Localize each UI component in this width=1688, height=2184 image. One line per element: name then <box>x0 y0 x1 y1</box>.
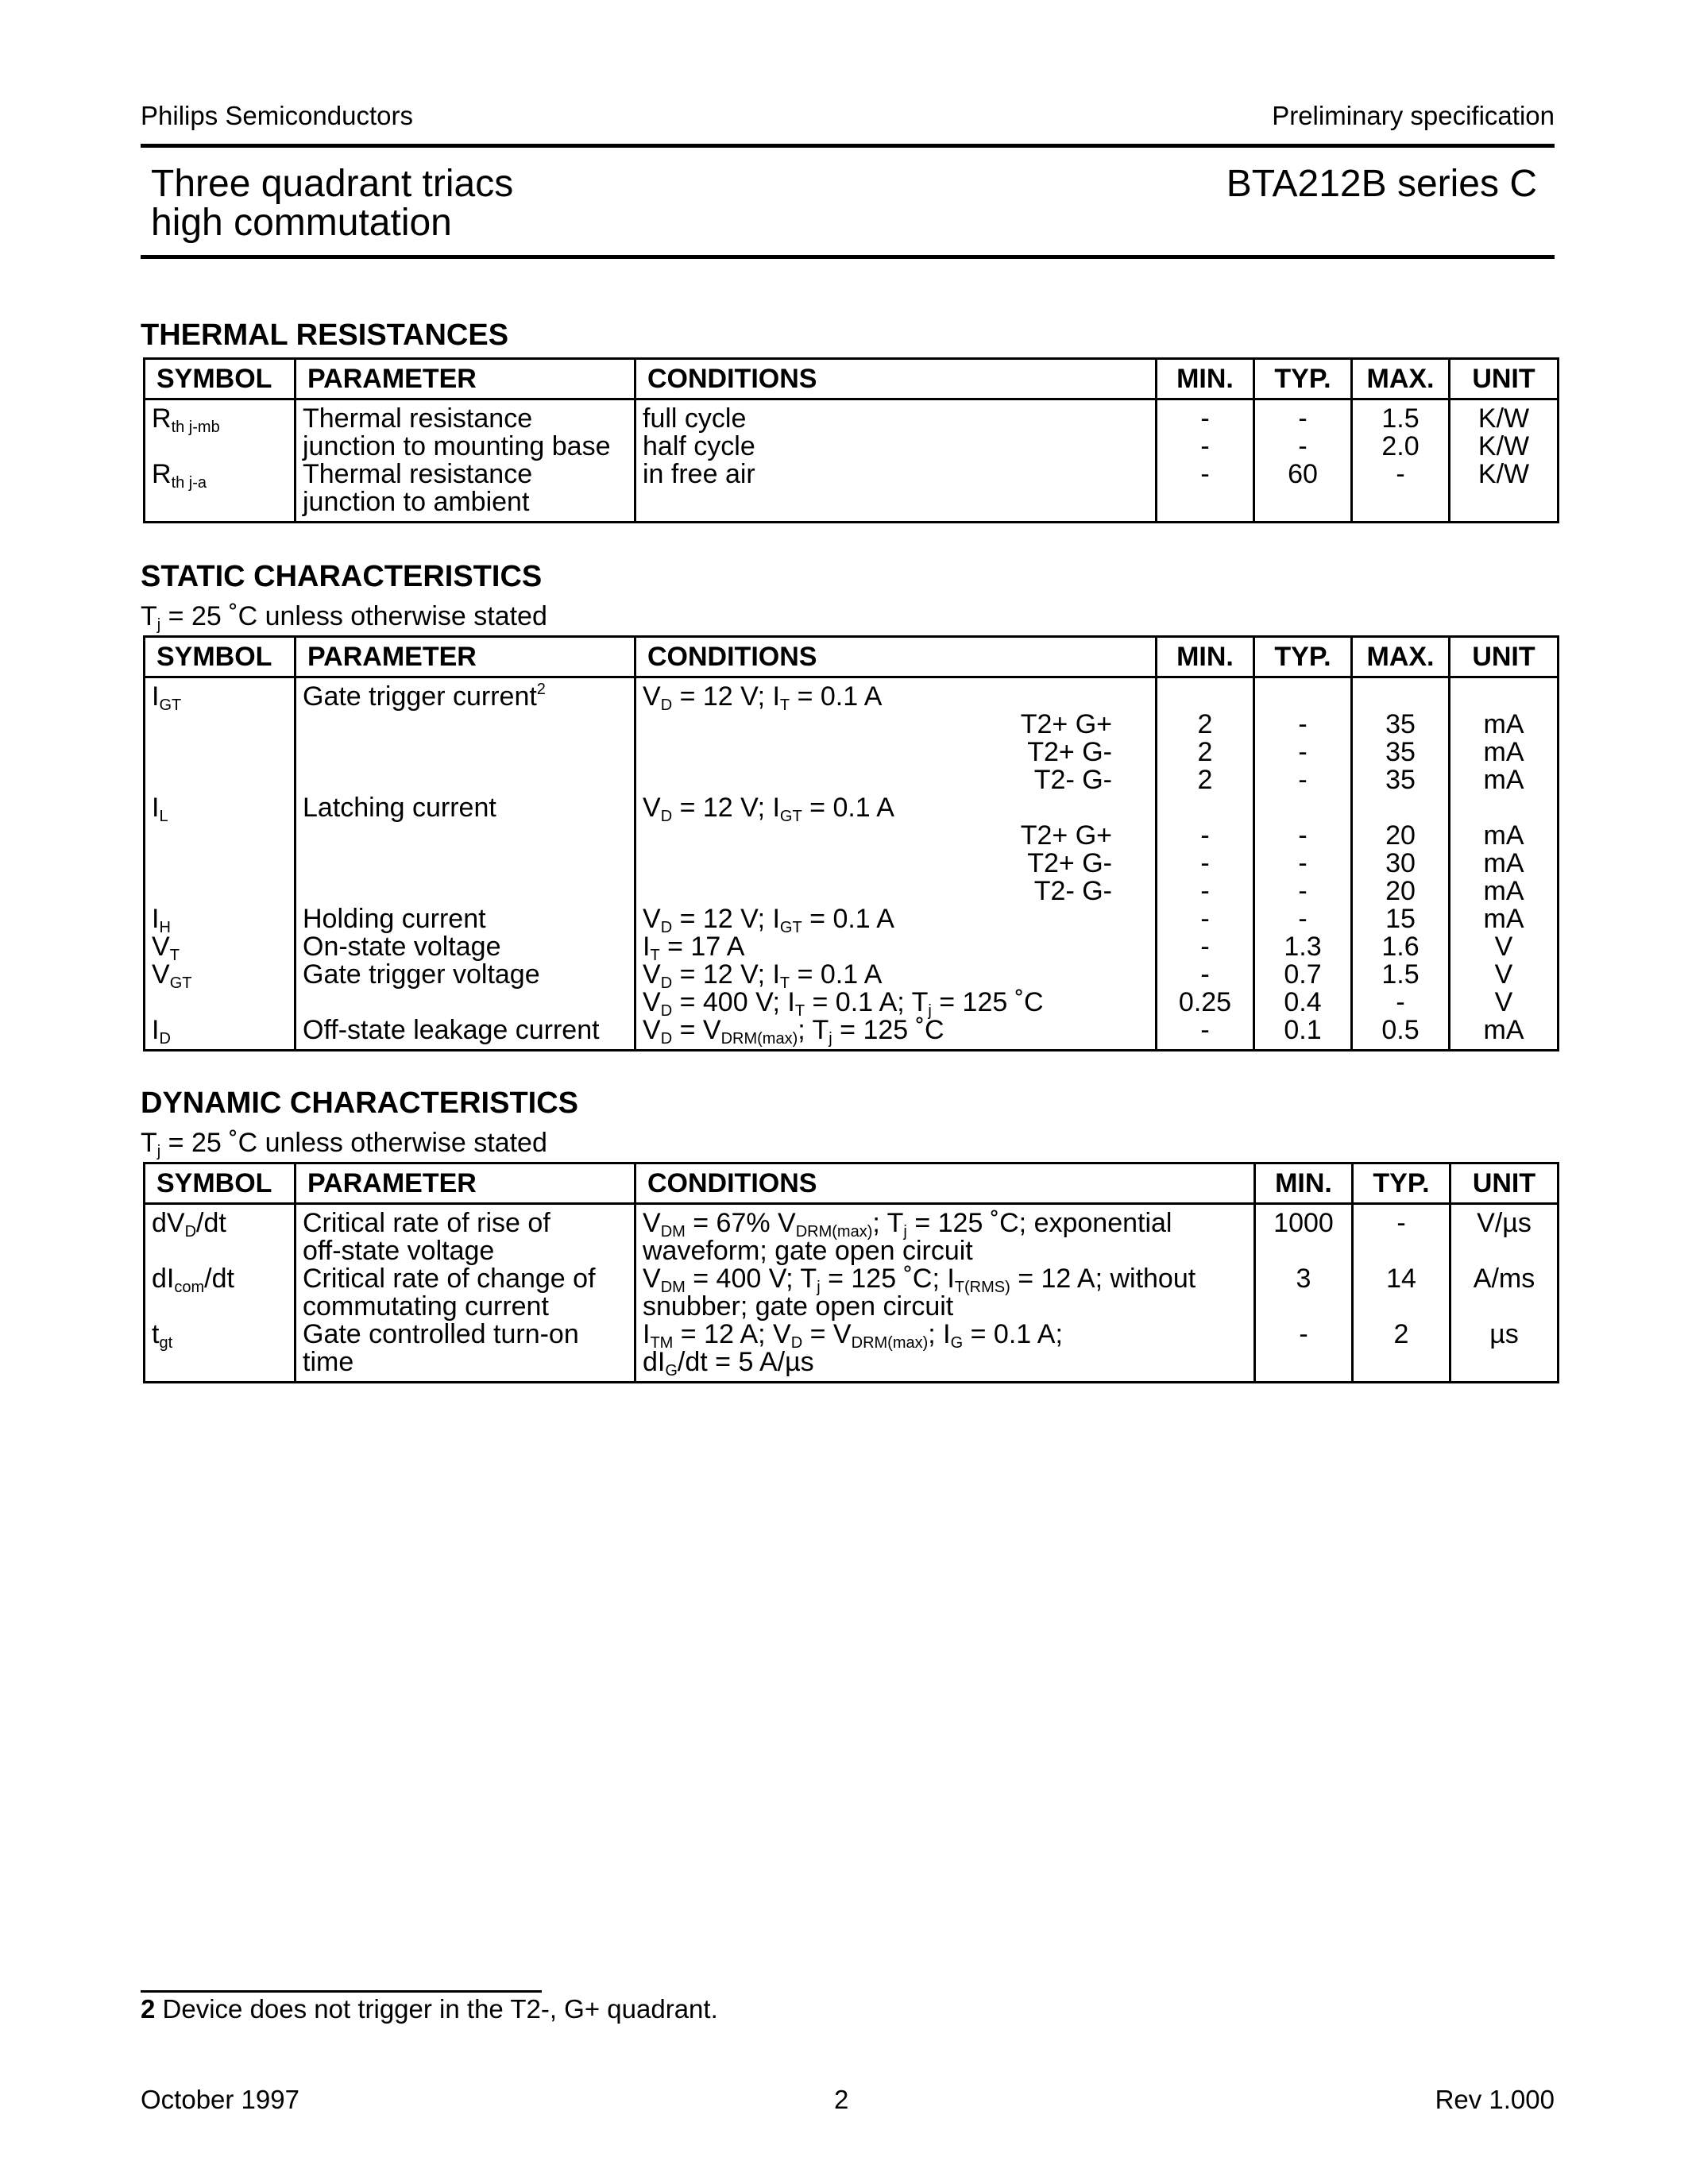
dynamic-conditions-note: $T_j = 25$ ˚C unless otherwise stated <box>141 1128 547 1160</box>
min-cell: 2 2 2 - - - - - - 0.25 - <box>1157 677 1254 1051</box>
thermal-section-title: THERMAL RESISTANCES <box>141 318 509 352</box>
col-typ: TYP. <box>1353 1163 1450 1204</box>
static-conditions-note: $T_j = 25$ ˚C unless otherwise stated <box>141 601 547 634</box>
col-min: MIN. <box>1157 637 1254 677</box>
max-cell: 1.5 2.0 - <box>1352 399 1450 523</box>
col-conditions: CONDITIONS <box>635 1163 1255 1204</box>
symbol-cell: $R_{th j-mb}$ $R_{th j-a}$ <box>145 399 295 523</box>
parameter-cell: Thermal resistance junction to mounting base Thermal resistance junction to ambient <box>295 399 635 523</box>
table-row <box>145 1204 1559 1383</box>
doc-title-line1: Three quadrant triacs <box>151 163 514 205</box>
header-rule-bottom <box>141 255 1555 259</box>
col-symbol: SYMBOL <box>145 359 295 399</box>
col-min: MIN. <box>1255 1163 1353 1204</box>
col-conditions: CONDITIONS <box>635 359 1157 399</box>
col-parameter: PARAMETER <box>295 637 635 677</box>
parameter-cell: Gate trigger current$^2$ Latching current Holding current On-state voltage Gate trigger voltage Off-state leakage current <box>295 677 635 1051</box>
static-header-row <box>145 637 1559 677</box>
thermal-header-row <box>145 359 1559 399</box>
col-conditions: CONDITIONS <box>635 637 1157 677</box>
col-unit: UNIT <box>1450 637 1559 677</box>
dynamic-section-title: DYNAMIC CHARACTERISTICS <box>141 1086 578 1120</box>
revision: Rev 1.000 <box>1435 2085 1555 2114</box>
header-rule-top <box>141 144 1555 148</box>
static-section-title: STATIC CHARACTERISTICS <box>141 560 543 593</box>
doc-status: Preliminary specification <box>1272 101 1555 130</box>
typ-cell: - - - - - - - 1.3 0.7 0.4 0.1 <box>1254 677 1352 1051</box>
doc-title-line2: high commutation <box>151 202 452 244</box>
footnote-number: 2 <box>141 1994 156 2024</box>
company-name: Philips Semiconductors <box>141 101 413 130</box>
thermal-table <box>143 357 1559 523</box>
unit-cell: V/µs A/ms µs <box>1450 1204 1559 1383</box>
col-typ: TYP. <box>1254 637 1352 677</box>
col-parameter: PARAMETER <box>295 359 635 399</box>
col-typ: TYP. <box>1254 359 1352 399</box>
typ-cell: - 14 2 <box>1353 1204 1450 1383</box>
conditions-cell: full cycle half cycle in free air <box>635 399 1157 523</box>
table-row <box>145 677 1559 1051</box>
col-unit: UNIT <box>1450 1163 1559 1204</box>
parameter-cell: Critical rate of rise of off-state voltage Critical rate of change of commutating current Gate controlled turn-on time <box>295 1204 635 1383</box>
footnote-rule <box>141 1990 542 1993</box>
col-unit: UNIT <box>1450 359 1559 399</box>
unit-cell: K/W K/W K/W <box>1450 399 1559 523</box>
dynamic-header-row <box>145 1163 1559 1204</box>
footer-date: October 1997 <box>141 2085 299 2114</box>
part-number: BTA212B series C <box>1226 163 1537 205</box>
footnote-text: Device does not trigger in the T2-, G+ quadrant. <box>155 1994 718 2024</box>
table-row <box>145 399 1559 523</box>
max-cell: 35 35 35 20 30 20 15 1.6 1.5 - 0.5 <box>1352 677 1450 1051</box>
dynamic-table <box>143 1162 1559 1383</box>
col-min: MIN. <box>1157 359 1254 399</box>
col-max: MAX. <box>1352 359 1450 399</box>
col-parameter: PARAMETER <box>295 1163 635 1204</box>
typ-cell: - - 60 <box>1254 399 1352 523</box>
static-table <box>143 635 1559 1051</box>
conditions-cell: $V_{DM} = 67\%$ $V_{DRM(max)}$; $T_j = 125$ ˚C; exponential waveform; gate open circuit $V_{DM} = 400$ V; $T_j = 125$ ˚C; $I_{T(RMS)} = 12$ A; without snubber; gate open circuit $I_{TM} = 12$ A; $V_D = V_{DRM(max)}$; $I_G = 0.1$ A; $dI_G/dt = 5$ A/µs <box>635 1204 1255 1383</box>
col-max: MAX. <box>1352 637 1450 677</box>
conditions-cell: $V_D = 12$ V; $I_T = 0.1$ A T2+ G+ T2+ G- T2- G- $V_D = 12$ V; $I_{GT} = 0.1$ A T2+ G+ T2+ G- T2- G- $V_D = 12$ V; $I_{GT} = 0.1$ A $I_T = 17$ A $V_D = 12$ V; $I_T = 0.1$ A $V_D = 400$ V; $I_T = 0.1$ A; $T_j = 125$ ˚C $V_D = V_{DRM(max)}$; $T_j = 125$ ˚C <box>635 677 1157 1051</box>
col-symbol: SYMBOL <box>145 637 295 677</box>
symbol-cell: $dV_D/dt$ $dI_{com}/dt$ $t_{gt}$ <box>145 1204 295 1383</box>
unit-cell: mA mA mA mA mA mA mA V V V mA <box>1450 677 1559 1051</box>
min-cell: 1000 3 - <box>1255 1204 1353 1383</box>
footnote <box>141 1993 718 2025</box>
col-symbol: SYMBOL <box>145 1163 295 1204</box>
page-number: 2 <box>834 2085 849 2114</box>
symbol-cell: $I_{GT}$ $I_L$ $I_H$ $V_T$ $V_{GT}$ $I_D$ <box>145 677 295 1051</box>
min-cell: - - - <box>1157 399 1254 523</box>
